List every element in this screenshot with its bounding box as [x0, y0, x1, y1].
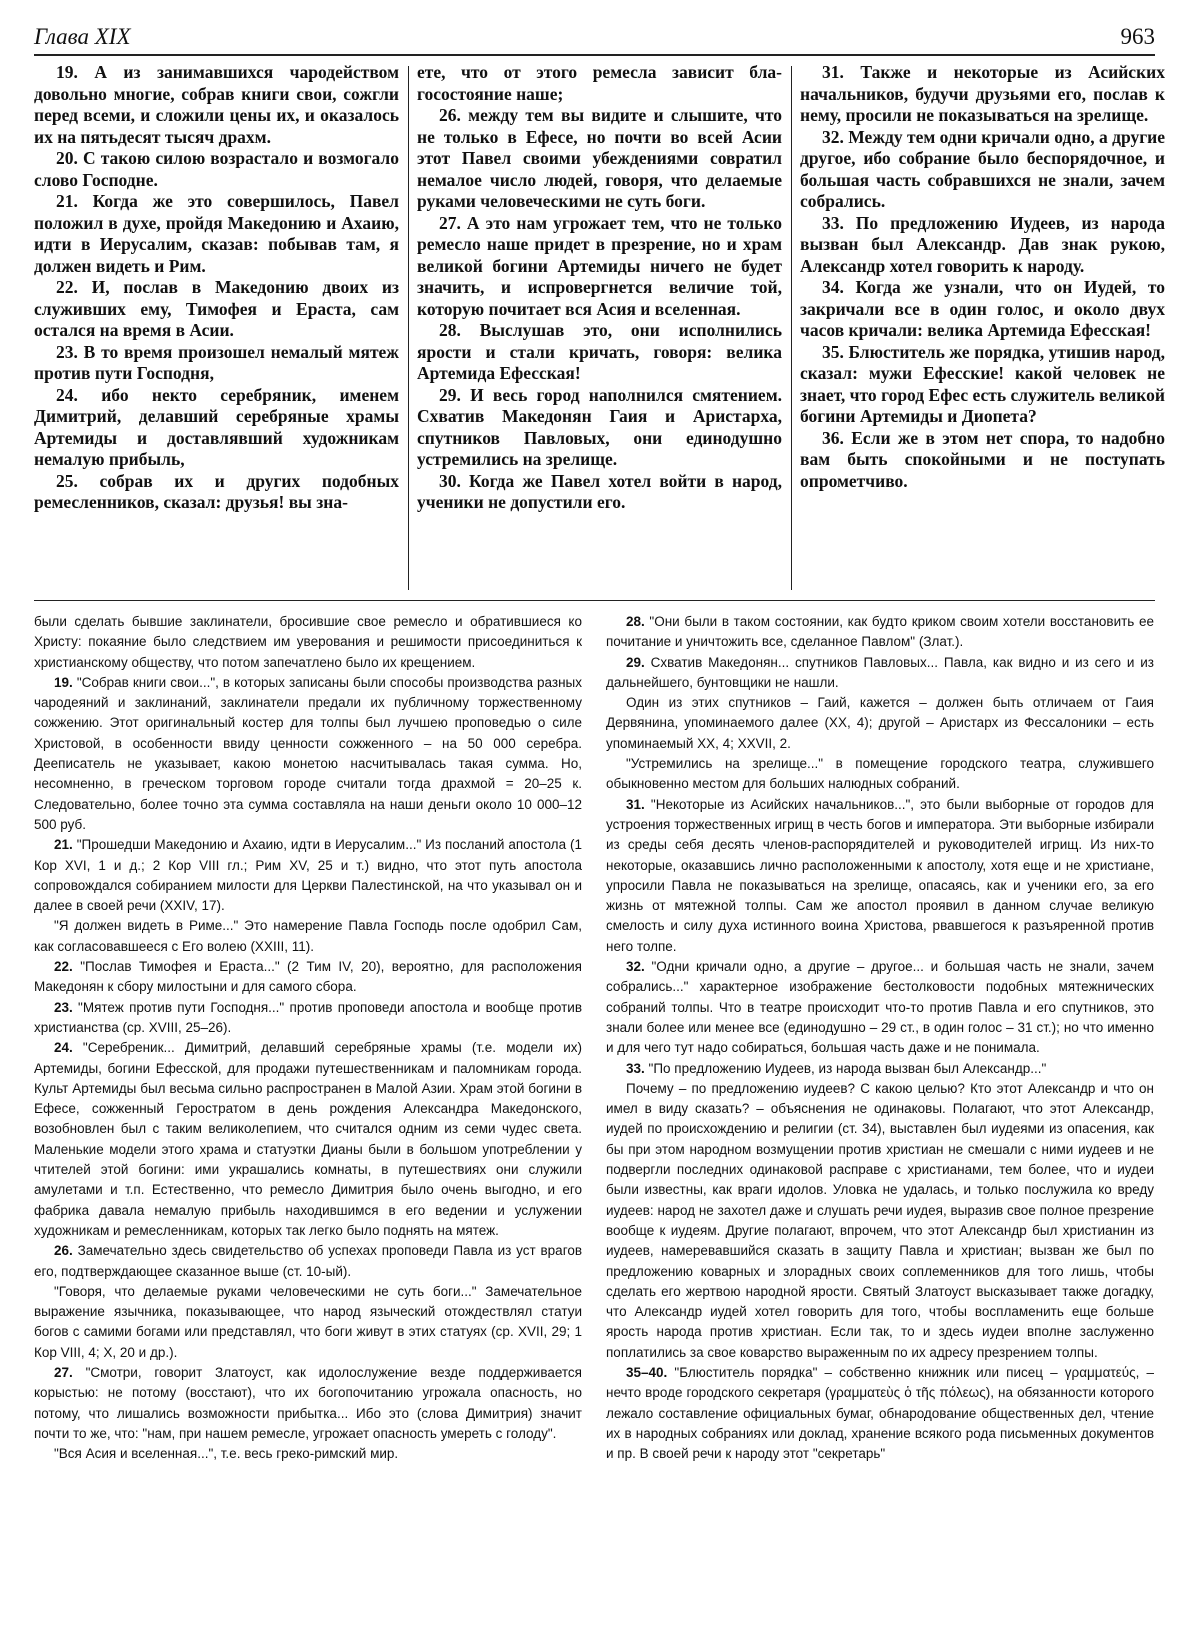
verse-column-3	[800, 62, 1165, 594]
commentary-verse-number: 21.	[54, 837, 73, 853]
verse: 36. Если же в этом нет спора, то надобно вам быть спокойными и не поступать опрометчиво.	[800, 427, 1165, 491]
verse: 29. И весь город наполнился смятением. Схватив Македонян Гаия и Аристарха, спутников Павловых, они единодушно устремились на зрелище.	[417, 384, 782, 469]
verse-column-1	[34, 62, 399, 594]
commentary-paragraph: 24. "Серебреник... Димитрий, делавший серебряные храмы (т.е. модели их) Артемиды, богини Ефесской, для продажи путешественникам и паломникам города. Культ Артемиды был весьма сильно распространен в Малой Азии. Храм этой богини в Ефесе, сожженный Геростратом в день рождения Александра Македонского, возобновлен был с таким великолепием, что считался одним из семи чудес света. Маленькие модели этого храма и статуэтки Дианы были в большом употреблении у чтителей этой богини: ими украшались комнаты, в путешествиях они служили амулетами и т.п. Естественно, что ремесло Димитрия было очень выгодно, и его фабрика давала немалую прибыль находившимся в его ведении и услужении художникам и ремесленникам, которых так легко было поднять на мятеж.	[34, 1040, 582, 1238]
commentary-paragraph: 29. Схватив Македонян... спутников Павловых... Павла, как видно и из сего и из дальнейшего, бунтовщики не нашли.	[606, 654, 1154, 690]
commentary-paragraph: 26. Замечательно здесь свидетельство об успехах проповеди Павла из уст врагов его, подтверждающее сказанное выше (ст. 10-ый).	[34, 1243, 582, 1279]
commentary-paragraph: 22. "Послав Тимофея и Ераста..." (2 Тим IV, 20), вероятно, для расположения Македонян к сбору милостыни и для самого сбора.	[34, 959, 582, 995]
commentary-paragraph: 28. "Они были в таком состоянии, как будто криком своим хотели восстановить ее почитание и уничтожить все, сделанное Павлом" (Злат.).	[606, 614, 1154, 650]
verse: 35. Блюститель же порядка, утишив народ, сказал: мужи Ефесские! какой человек не знает, что город Ефес есть служитель великой богини Артемиды и Диопета?	[800, 341, 1165, 426]
commentary-paragraph: 35–40. "Блюститель порядка" – собственно книжник или писец – γραμματεύς, – нечто вроде городского секретаря (γραμματεὺς ὁ τῆς πόλεως), на обязанности которого лежало составление официальных бумаг, обнародование общественных дел, чтение их в народных собраниях или доклад, хранение всякого рода письменных документов и пр. В своей речи к народу этот "секретарь"	[606, 1364, 1154, 1462]
verse: 26. между тем вы видите и слышите, что не только в Ефесе, но почти во всей Асии этот Павел своими убеждениями совратил немалое число людей, говоря, что делаемые руками человеческими не суть боги.	[417, 105, 782, 211]
commentary	[34, 612, 1155, 1612]
commentary-verse-number: 27.	[54, 1364, 73, 1380]
verse: 24. ибо некто серебряник, именем Димитрий, делавший серебряные храмы Артемиды и доставлявший художникам немалую прибыль,	[34, 384, 399, 469]
commentary-verse-number: 29.	[626, 654, 645, 670]
commentary-verse-number: 22.	[54, 959, 73, 975]
commentary-verse-number: 31.	[626, 796, 645, 812]
verse: 31. Также и некоторые из Асийских начальников, будучи друзьями его, послав к нему, просили не показываться на зрелище.	[800, 62, 1165, 125]
commentary-paragraph: Почему – по предложению иудеев? С какою целью? Кто этот Александр и что он имел в виду сказать? – объяснения не одинаковы. Полагают, что этот Александр, иудей по происхождению и религии (ст. 34), выставлен был иудеями из опасения, как бы при этом народном возмущении против христиан не смешали с ними иудеев и не подвергли последних одинаковой расправе с христианами, тем более, что и иудеи были известны, как враги идолов. Уловка не удалась, и только послужила ко вреду иудеев: народ не захотел даже и слушать речи иудея, выразив свое полное презрение вообще к иудеям. Другие полагают, впрочем, что этот Александр был христианин из иудеев, намеревавшийся сказать в защиту Павла и христиан; вызван же был по предложению коварных и злорадных своих соплеменников для того лишь, чтобы сделать его жертвою народной ярости. Святый Златоуст высказывает также догадку, что Александр иудей хотел говорить для того, чтобы воспламенить еще больше ярость народа против христиан. Если так, то и здесь иудеи вполне заслуженно поплатились за свое коварство выраженным по их адресу презрением толпы.	[606, 1080, 1154, 1360]
verse: 28. Выслушав это, они исполнились ярости и стали кричать, говоря: велика Артемида Ефесская!	[417, 320, 782, 383]
section-divider	[34, 600, 1155, 601]
verse: 30. Когда же Павел хотел войти в народ, ученики не допустили его.	[417, 470, 782, 512]
page-header	[34, 22, 1155, 56]
commentary-paragraph: были сделать бывшие заклинатели, бросившие свое ремесло и обратившиеся ко Христу: покаяние было следствием им уверования и решимости присоединиться к христианскому обществу, что потом запечатлено было их крещением.	[34, 614, 582, 670]
commentary-column-right	[606, 612, 1154, 1612]
verse: 22. И, послав в Македонию двоих из служивших ему, Тимофея и Ераста, сам остался на время в Асии.	[34, 277, 399, 340]
commentary-paragraph: "Устремились на зрелище..." в помещение городского театра, служившего обыкновенно местом для больших налюдных собраний.	[606, 756, 1154, 792]
commentary-column-left	[34, 612, 582, 1612]
commentary-verse-number: 35–40.	[626, 1364, 668, 1380]
commentary-verse-number: 19.	[54, 674, 73, 690]
commentary-paragraph: 19. "Собрав книги свои...", в которых записаны были способы производства разных чародеяний и заклинаний, заклинатели предали их публичному торжественному сожжению. Этот оригинальный костер для толпы был лучшею проповедью о силе Христовой, в особенности ввиду ценности сожженного – на 50 000 серебра. Дееписатель не указывает, какою монетою насчитывалась такая сумма. Но, несомненно, в греческом торговом городе считали тогда драхмой = 20–25 к. Следовательно, более точно эта сумма составляла на наши деньги около 10 000–12 500 руб.	[34, 674, 582, 832]
commentary-paragraph: "Я должен видеть в Риме..." Это намерение Павла Господь после одобрил Сам, как согласовавшееся с Его волею (XXIII, 11).	[34, 918, 582, 954]
column-divider	[791, 66, 792, 590]
page-number: 963	[1120, 24, 1155, 49]
verse: 33. По предложению Иудеев, из народа вызван был Александр. Дав знак рукою, Александр хотел говорить к народу.	[800, 212, 1165, 276]
column-divider	[408, 66, 409, 590]
commentary-verse-number: 33.	[626, 1060, 645, 1076]
verse: ете, что от этого ремесла зависит благосостояние наше;	[417, 62, 782, 104]
verse: 20. С такою силою возрастало и возмогало слово Господне.	[34, 148, 399, 190]
verse-text	[34, 62, 1165, 594]
commentary-paragraph: 31. "Некоторые из Асийских начальников...", это были выборные от городов для устроения торжественных игрищ в честь богов и императора. Эти выборные избирали из среды себя десять членов-распорядителей и руководителей игрищ. Из них-то некоторые, оказавшись лично расположенными к апостолу, хотя еще и не христиане, упросили Павла не показываться на зрелище, опасаясь, как и ученики его, за его жизнь от мятежной толпы. Сам же апостол проявил в данном случае великую смелость и силу духа истинного воина Христова, рвавшегося к разъяренной против него толпе.	[606, 796, 1154, 954]
commentary-verse-number: 26.	[54, 1243, 73, 1259]
verse: 23. В то время произошел немалый мятеж против пути Господня,	[34, 341, 399, 383]
commentary-verse-number: 32.	[626, 959, 645, 975]
commentary-verse-number: 24.	[54, 1040, 73, 1056]
commentary-paragraph: Один из этих спутников – Гаий, кажется – должен быть отличаем от Гаия Дервянина, упоминаемого далее (XX, 4); другой – Аристарх из Фессалоники – есть упоминаемый XX, 4; XXVII, 2.	[606, 695, 1154, 751]
commentary-paragraph: "Говоря, что делаемые руками человеческими не суть боги..." Замечательное выражение язычника, показывающее, что народ языческий отождествлял статуи богов с самими богами или представлял, что боги живут в этих статуях (ср. XVII, 29; 1 Кор VIII, 4; X, 20 и др.).	[34, 1283, 582, 1360]
commentary-paragraph: 33. "По предложению Иудеев, из народа вызван был Александр..."	[626, 1060, 1047, 1076]
verse: 27. А это нам угрожает тем, что не только ремесло наше придет в презрение, но и храм великой богини Артемиды ничего не будет значить, и испровергнется величие той, которую почитает вся Асия и вселенная.	[417, 212, 782, 319]
commentary-paragraph: 32. "Одни кричали одно, а другие – другое... и большая часть не знали, зачем собрались..." характерное изображение бестолковости подобных мятежнических собраний толпы. Что в театре происходит что-то против Павла и его спутников, это знали более или менее все (единодушно – 29 ст., в один голос – 31 ст.); но что именно и для чего тут надо собираться, большая часть даже и не понимала.	[606, 959, 1154, 1056]
commentary-paragraph: 23. "Мятеж против пути Господня..." против проповеди апостола и вообще против христианства (ср. XVIII, 25–26).	[34, 999, 582, 1035]
commentary-verse-number: 23.	[54, 999, 73, 1015]
verse: 32. Между тем одни кричали одно, а другие другое, ибо собрание было беспорядочное, и большая часть собравшихся не знали, зачем собрались.	[800, 126, 1165, 211]
verse: 25. собрав их и других подобных ремесленников, сказал: друзья! вы зна-	[34, 470, 399, 512]
commentary-paragraph: "Вся Асия и вселенная...", т.е. весь греко-римский мир.	[54, 1446, 399, 1462]
verse: 21. Когда же это совершилось, Павел положил в духе, пройдя Македонию и Ахаию, идти в Иерусалим, сказав: побывав там, я должен видеть и Рим.	[34, 191, 399, 276]
commentary-paragraph: 21. "Прошедши Македонию и Ахаию, идти в Иерусалим..." Из посланий апостола (1 Кор XVI, 1 и д.; 2 Кор VIII гл.; Рим XV, 25 и т.) видно, что этот путь апостола сопровождался собиранием милости для Церкви Палестинской, на что указывал он и далее в своей речи (XXIV, 17).	[34, 837, 582, 914]
commentary-paragraph: 27. "Смотри, говорит Златоуст, как идолослужение везде поддерживается корыстью: не потому (восстают), что их богопочитанию угрожала опасность, но потому, что лишались возможности прибытка... Ибо это (слова Димитрия) значит почти то же, что: "нам, при нашем ремесле, угрожает опасность умереть с голоду".	[34, 1364, 582, 1441]
verse: 19. А из занимавшихся чародейством довольно многие, собрав книги свои, сожгли перед всеми, и сложили цены их, и оказалось их на пятьдесят тысяч драхм.	[34, 62, 399, 147]
chapter-title: Глава XIX	[34, 24, 131, 49]
commentary-verse-number: 28.	[626, 614, 645, 629]
verse-column-2	[417, 62, 782, 594]
verse: 34. Когда же узнали, что он Иудей, то закричали все в один голос, и около двух часов кричали: велика Артемида Ефесская!	[800, 277, 1165, 340]
